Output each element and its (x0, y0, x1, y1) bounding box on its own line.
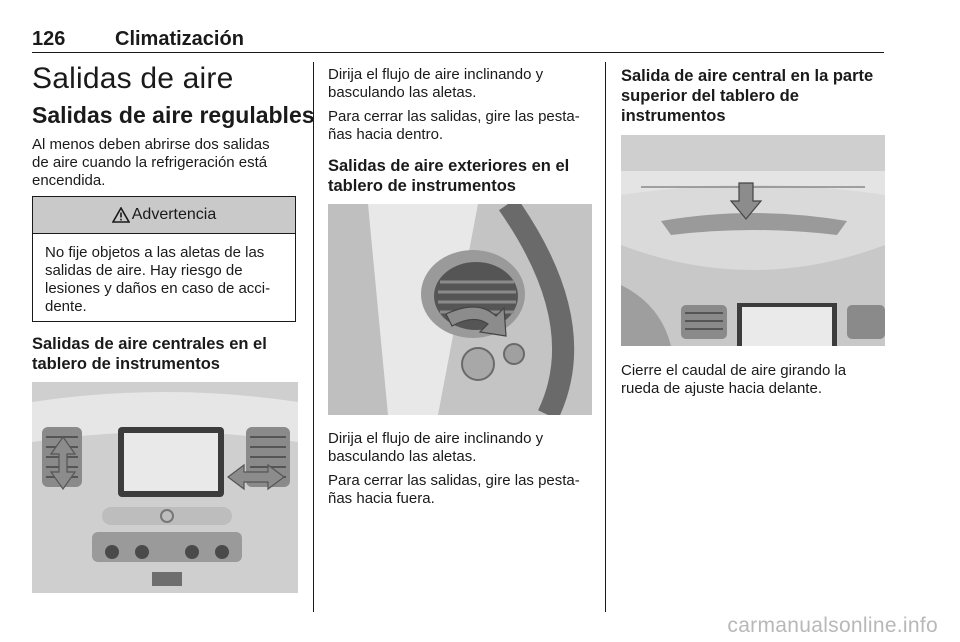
figure-central-vents (32, 382, 298, 593)
section-heading-central-vents (32, 334, 267, 374)
text-line: encendida. (32, 172, 106, 189)
warning-icon (112, 207, 130, 223)
text-line: basculando las aletas. (328, 84, 477, 101)
paragraph-tilt-instruction (328, 66, 543, 102)
paragraph-tilt-instruction-2 (328, 430, 543, 466)
watermark-text: carmanualsonline.info (727, 614, 938, 637)
text-line: dente. (45, 298, 87, 315)
text-line: ñas hacia fuera. (328, 490, 435, 507)
heading-line: Salidas de aire centrales en el (32, 335, 267, 353)
heading-line: Salida de aire central en la parte (621, 67, 874, 85)
text-line: Cierre el caudal de aire girando la (621, 362, 847, 379)
text-line: lesiones y daños en caso de acci- (45, 280, 271, 297)
text-line: Al menos deben abrirse dos salidas (32, 136, 270, 153)
warning-header (33, 197, 295, 234)
heading-line: instrumentos (621, 107, 726, 125)
text-line: Para cerrar las salidas, gire las pesta- (328, 108, 580, 125)
text-line: No fije objetos a las aletas de las (45, 244, 265, 261)
text-line: Dirija el flujo de aire inclinando y (328, 430, 544, 447)
text-line: salidas de aire. Hay riesgo de (45, 262, 243, 279)
paragraph-close-outward (328, 472, 580, 508)
text-line: basculando las aletas. (328, 448, 477, 465)
heading-line: tablero de instrumentos (32, 355, 220, 373)
header-rule (32, 52, 884, 53)
warning-text (33, 234, 295, 316)
heading-line: tablero de instrumentos (328, 177, 516, 195)
paragraph-close-top-vent (621, 362, 846, 398)
text-line: rueda de ajuste hacia delante. (621, 380, 822, 397)
section-heading-outer-vents (328, 156, 569, 196)
intro-paragraph (32, 136, 270, 190)
text-line: de aire cuando la refrigeración está (32, 154, 268, 171)
heading-line: superior del tablero de (621, 87, 799, 105)
page-number: 126 (32, 28, 66, 50)
sub-heading: Salidas de aire regulables (32, 102, 315, 128)
heading-line: Salidas de aire exteriores en el (328, 157, 570, 175)
figure-outer-vents (328, 204, 592, 415)
text-line: Dirija el flujo de aire inclinando y (328, 66, 544, 83)
text-line: Para cerrar las salidas, gire las pesta- (328, 472, 580, 489)
main-heading: Salidas de aire (32, 62, 234, 95)
column-divider-2 (605, 62, 606, 612)
column-divider-1 (313, 62, 314, 612)
text-line: ñas hacia dentro. (328, 126, 444, 143)
warning-title: Advertencia (131, 206, 217, 223)
figure-top-vent (621, 135, 885, 346)
warning-box (32, 196, 296, 322)
chapter-title: Climatización (115, 28, 244, 50)
section-heading-top-vent (621, 66, 873, 126)
paragraph-close-inward (328, 108, 580, 144)
